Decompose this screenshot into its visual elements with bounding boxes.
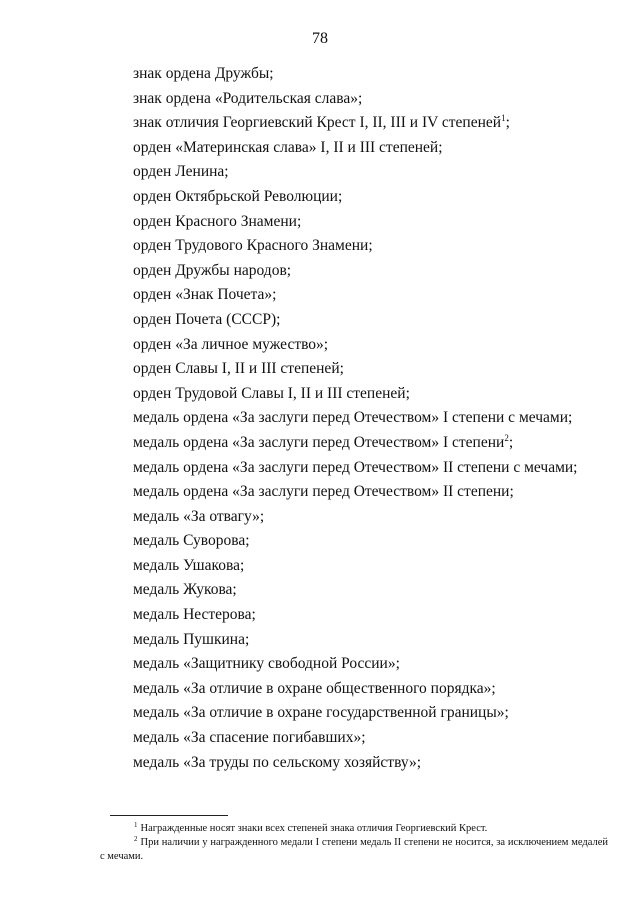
award-name: медаль ордена «За заслуги перед Отечеством» II степени с мечами; <box>133 458 578 476</box>
footnote-reference: 2 <box>504 432 509 443</box>
award-name: орден «Материнская слава» I, II и III степеней; <box>133 138 443 156</box>
award-list-item <box>133 726 578 751</box>
award-name: медаль «За труды по сельскому хозяйству»; <box>133 753 422 771</box>
award-name: орден Трудового Красного Знамени; <box>133 237 373 255</box>
award-list-item <box>133 382 578 407</box>
award-name: медаль «За отличие в охране государственной границы»; <box>133 704 509 722</box>
award-list-item <box>133 406 578 431</box>
award-list-item <box>133 628 578 653</box>
award-list-item <box>133 136 578 161</box>
award-name: медаль «За спасение погибавших»; <box>133 729 366 747</box>
award-name: орден Красного Знамени; <box>133 212 302 230</box>
footnote-2 <box>100 836 608 864</box>
award-list-item <box>133 701 578 726</box>
award-name: орден Октябрьской Революции; <box>133 187 343 205</box>
award-name: орден Дружбы народов; <box>133 261 292 279</box>
award-list-item <box>133 677 578 702</box>
footnote-1 <box>100 822 608 836</box>
footnote-text: При наличии у награжденного медали I степени медаль II степени не носится, за исключением медалей с мечами. <box>100 837 608 862</box>
award-list-item <box>133 111 578 136</box>
footnote-reference: 1 <box>501 113 506 124</box>
award-name: орден «Знак Почета»; <box>133 286 277 304</box>
award-list-item <box>133 333 578 358</box>
award-name: орден «За личное мужество»; <box>133 335 329 353</box>
footnote-mark: 1 <box>134 821 138 829</box>
award-list-item <box>133 603 578 628</box>
award-list-item <box>133 751 578 776</box>
page-number: 78 <box>312 30 328 47</box>
award-name: медаль «Защитнику свободной России»; <box>133 655 400 673</box>
award-name: знак отличия Георгиевский Крест I, II, III и IV степеней <box>133 114 502 132</box>
award-name: медаль Нестерова; <box>133 606 256 624</box>
award-list-item <box>133 210 578 235</box>
award-name: орден Ленина; <box>133 163 229 181</box>
award-punctuation: ; <box>505 114 510 132</box>
award-list-item <box>133 652 578 677</box>
award-list-item <box>133 431 578 456</box>
award-punctuation: ; <box>508 433 514 451</box>
award-list-item <box>133 578 578 603</box>
award-name: медаль Жукова; <box>133 581 237 599</box>
award-list-item <box>133 480 578 505</box>
award-name: медаль ордена «За заслуги перед Отечеством» II степени; <box>133 483 514 501</box>
award-list-item <box>133 185 578 210</box>
award-list-item <box>133 62 578 87</box>
award-list-item <box>133 308 578 333</box>
award-name: медаль Пушкина; <box>133 630 250 648</box>
award-name: знак ордена «Родительская слава»; <box>133 89 363 107</box>
footnote-text: Награжденные носят знаки всех степеней знака отличия Георгиевский Крест. <box>140 823 488 834</box>
award-list-item <box>133 554 578 579</box>
award-list-item <box>133 87 578 112</box>
award-name: орден Славы I, II и III степеней; <box>133 360 344 378</box>
award-list-item <box>133 456 578 481</box>
award-name: орден Трудовой Славы I, II и III степеней; <box>133 384 410 402</box>
award-name: орден Почета (СССР); <box>133 310 281 328</box>
award-name: медаль «За отвагу»; <box>133 507 265 525</box>
award-name: медаль ордена «За заслуги перед Отечеством» I степени <box>133 433 505 451</box>
award-list-item <box>133 160 578 185</box>
award-list-item <box>133 283 578 308</box>
award-name: медаль Ушакова; <box>133 556 245 574</box>
award-list-item <box>133 234 578 259</box>
award-list-item <box>133 357 578 382</box>
award-list <box>133 62 578 775</box>
footnotes <box>100 822 608 864</box>
award-list-item <box>133 529 578 554</box>
award-name: медаль ордена «За заслуги перед Отечеством» I степени с мечами; <box>133 409 573 427</box>
footnote-divider <box>110 815 228 816</box>
award-name: медаль «За отличие в охране общественного порядка»; <box>133 679 496 697</box>
footnote-mark: 2 <box>134 835 138 843</box>
award-name: знак ордена Дружбы; <box>133 65 274 82</box>
award-list-item <box>133 259 578 284</box>
award-list-item <box>133 505 578 530</box>
award-name: медаль Суворова; <box>133 532 250 550</box>
